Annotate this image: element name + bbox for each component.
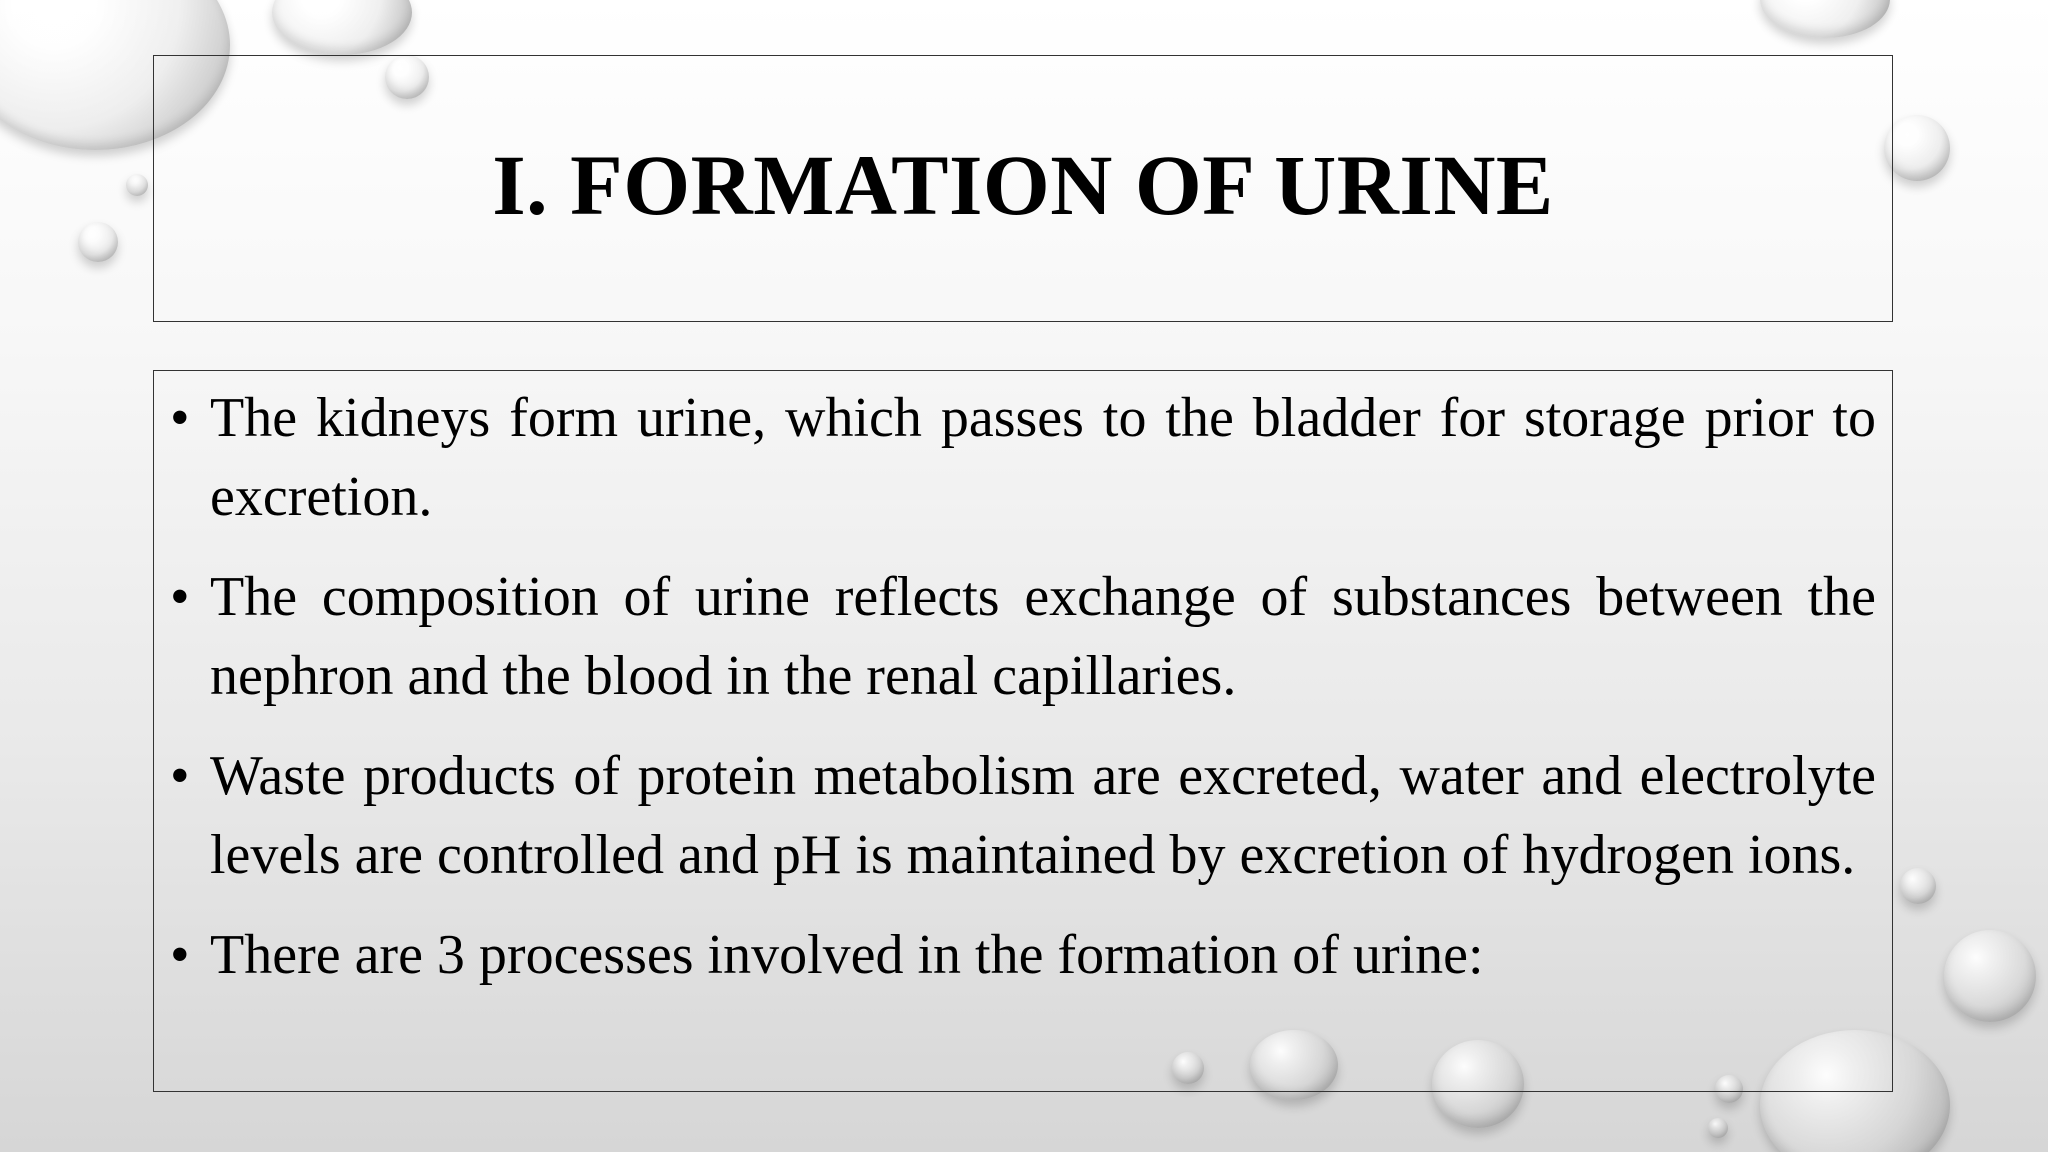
- bullet-marker: •: [170, 745, 190, 807]
- water-droplet-decoration: [1760, 0, 1890, 38]
- bullet-text: There are 3 processes involved in the formation of urine:: [210, 924, 1484, 986]
- title-box: [153, 55, 1893, 322]
- bullet-item: [170, 737, 1876, 895]
- water-droplet-decoration: [78, 222, 118, 262]
- bullet-text: Waste products of protein metabolism are excreted, water and electrolyte levels are controlled and pH is maintained by excretion of hydrogen ions.: [210, 745, 1876, 886]
- water-droplet-decoration: [1944, 930, 2036, 1022]
- water-droplet-decoration: [272, 0, 412, 55]
- water-droplet-decoration: [1708, 1118, 1728, 1138]
- slide-title: I. FORMATION OF URINE: [492, 136, 1554, 233]
- water-droplet-decoration: [126, 174, 148, 196]
- bullet-text: The kidneys form urine, which passes to the bladder for storage prior to excretion.: [210, 387, 1876, 528]
- bullet-marker: •: [170, 387, 190, 449]
- water-droplet-decoration: [1900, 868, 1936, 904]
- bullet-item: [170, 916, 1876, 995]
- bullet-item: [170, 558, 1876, 716]
- water-droplet-decoration: [1884, 115, 1950, 181]
- bullet-text: The composition of urine reflects exchange of substances between the nephron and the blood in the renal capillaries.: [210, 566, 1876, 707]
- bullet-marker: •: [170, 924, 190, 986]
- bullet-list: [170, 379, 1876, 995]
- content-box: [153, 370, 1893, 1092]
- bullet-item: [170, 379, 1876, 537]
- bullet-marker: •: [170, 566, 190, 628]
